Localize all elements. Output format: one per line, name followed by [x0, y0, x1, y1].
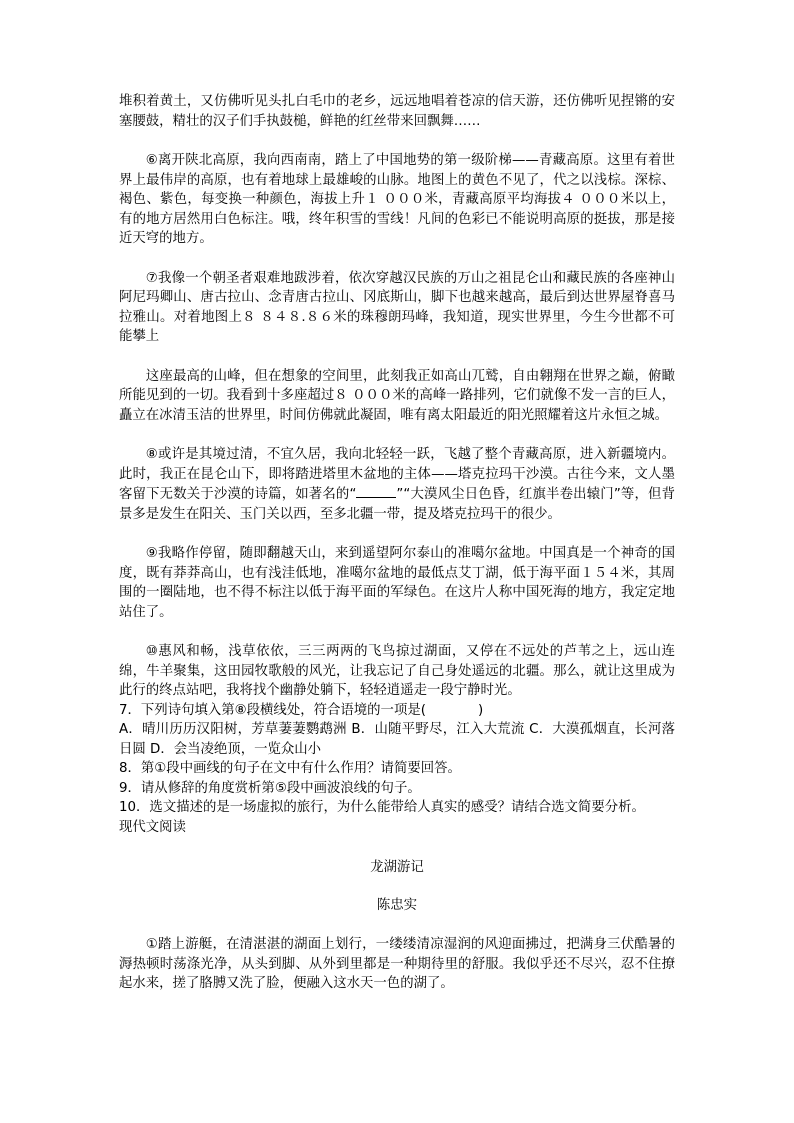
article-title: 龙湖游记 [370, 860, 424, 875]
question-8: 8．第①段中画线的句子在文中有什么作用？请简要回答。 [119, 761, 461, 776]
question-10: 10．选文描述的是一场虚拟的旅行，为什么能带给人真实的感受？请结合选文简要分析。 [119, 800, 645, 815]
paragraph-8 [119, 445, 675, 524]
section-heading: 现代文阅读 [119, 819, 186, 835]
question-7 [119, 701, 675, 721]
article-author: 陈忠实 [376, 897, 418, 913]
paragraph-10: ⑩惠风和畅，浅草依依，三三两两的飞鸟掠过湖面，又停在不远处的芦苇之上，远山连绵，牛羊聚集，这田园牧歌般的风光，让我忘记了自己身处遥远的北疆。那么，就让这里成为此行的终点站吧，我将找个幽静处躺下，轻轻逍遥走一段宁静时光。 [119, 644, 675, 698]
question-7-stem: 7．下列诗句填入第⑧段横线处，符合语境的一项是( [119, 702, 426, 718]
document-page [119, 92, 675, 994]
article-paragraph-1: ①踏上游艇，在清湛湛的湖面上划行，一缕缕清凉湿润的风迎面拂过，把满身三伏酷暑的溽热顿时荡涤光净，从头到脚、从外到里都是一种期待里的舒服。我似乎还不尽兴，忍不住撩起水来，搓了胳膊又洗了脸，便融入这水天一色的湖了。 [119, 937, 675, 991]
question-7-close: ) [477, 702, 484, 718]
paragraph-7-continued: 这座最高的山峰，但在想象的空间里，此刻我正如高山兀鹫，自由翱翔在世界之巅，俯瞰所能见到的一切。我看到十多座超过８ ０００米的高峰一路排列，它们就像不发一言的巨人，矗立在冰清玉洁的世界里，时间仿佛就此凝固，唯有离太阳最近的阳光照耀着这片永恒之城。 [119, 368, 675, 423]
paragraph-8-part-1: ⑧或许是其境过清，不宜久居，我向北轻轻一跃，飞越了整个青藏高原，进入新疆境内。此时，我正在昆仑山下，即将踏进塔里木盆地的主体——塔克拉玛干沙漠。古往今来，文人墨客留下无数关于沙漠的诗篇，如著名的“ [119, 447, 675, 502]
paragraph-7: ⑦我像一个朝圣者艰难地跋涉着，依次穿越汉民族的万山之祖昆仑山和藏民族的各座神山阿尼玛卿山、唐古拉山、念青唐古拉山、冈底斯山，脚下也越来越高，最后到达世界屋脊喜马拉雅山。对着地图上８ ８４８.８６米的珠穆朗玛峰，我知道，现实世界里，今生今世都不可能攀上 [119, 270, 675, 344]
question-9: 9．请从修辞的角度赏析第⑤段中画波浪线的句子。 [119, 780, 421, 796]
paragraph-9: ⑨我略作停留，随即翻越天山，来到遥望阿尔泰山的准噶尔盆地。中国真是一个神奇的国度，既有莽莽高山，也有浅洼低地，准噶尔盆地的最低点艾丁湖，低于海平面１５４米，其周围的一圈陆地，也不得不标注以低于海平面的军绿色。在这片人称中国死海的地方，我定定地站住了。 [119, 546, 675, 620]
paragraph-6: ⑥离开陕北高原，我向西南南，踏上了中国地势的第一级阶梯——青藏高原。这里有着世界上最伟岸的高原，也有着地球上最雄峻的山脉。地图上的黄色不见了，代之以浅棕。深棕、褐色、紫色，每变换一种颜色，海拔上升１ ０００米，青藏高原平均海拔４ ０００米以上，有的地方居然用白色标注。哦，终年积雪的雪线！凡间的色彩已不能说明高原的挺拔，那是接近天穹的地方。 [119, 153, 675, 246]
question-7-options: A．晴川历历汉阳树，芳草萋萋鹦鹉洲 B．山随平野尽，江入大荒流 C．大漠孤烟直，长河落日圆 D．会当凌绝顶，一览众山小 [119, 722, 675, 757]
fill-in-blank [356, 484, 396, 498]
paragraph-continued: 堆积着黄土，又仿佛听见头扎白毛巾的老乡，远远地唱着苍凉的信天游，还仿佛听见捏锵的安塞腰鼓，精壮的汉子们手执鼓槌，鲜艳的红丝带来回飘舞…… [119, 94, 675, 129]
paragraph-8-part-2: ”“大漠风尘日色昏，红旗半卷出辕门”等，但背景多是发生在阳关、玉门关以西，至多北疆一带，提及塔克拉玛干的很少。 [119, 487, 675, 522]
